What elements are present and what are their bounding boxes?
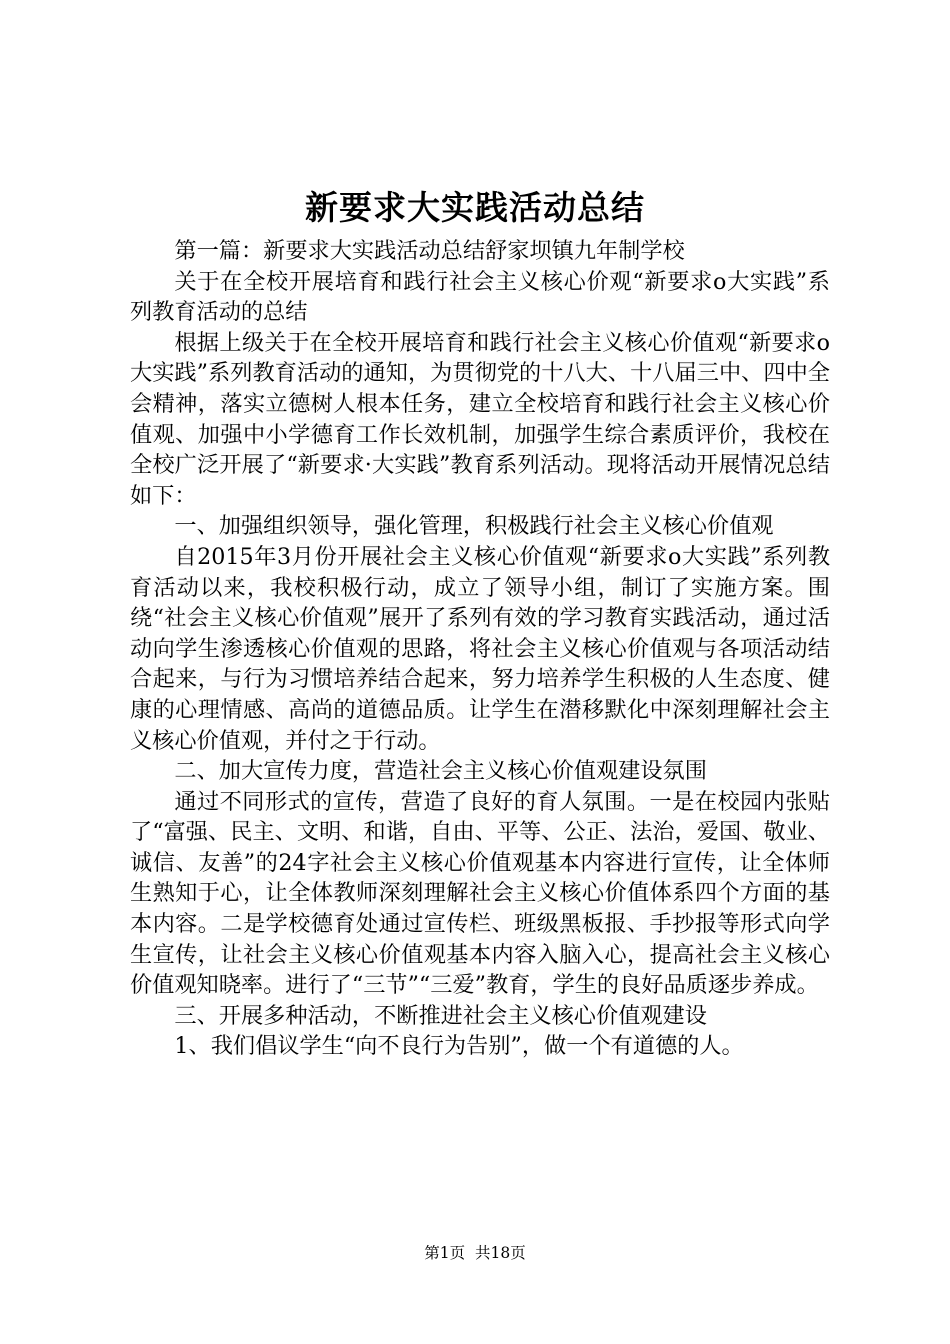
paragraph: 自2015年3月份开展社会主义核心价值观“新要求o大实践”系列教育活动以来，我校积极行动，成立了领导小组，制订了实施方案。围绕“社会主义核心价值观”展开了系列有效的学习教育实践活动，通过活动向学生渗透核心价值观的思路，将社会主义核心价值观与各项活动结合起来，与行为习惯培养结合起来，努力培养学生积极的人生态度、健康的心理情感、高尚的道德品质。让学生在潜移默化中深刻理解社会主义核心价值观，并付之于行动。 (130, 543, 830, 754)
page-footer (0, 1243, 950, 1263)
section-heading: 一、加强组织领导，强化管理，积极践行社会主义核心价值观 (174, 513, 774, 540)
page-number: 第1页 (424, 1244, 466, 1262)
paragraph: 1、我们倡议学生“向不良行为告别”，做一个有道德的人。 (174, 1033, 744, 1060)
document-body (130, 236, 830, 1062)
paragraph: 关于在全校开展培育和践行社会主义核心价观“新要求o大实践”系列教育活动的总结 (130, 268, 830, 326)
section-heading: 三、开展多种活动，不断推进社会主义核心价值观建设 (174, 1002, 707, 1029)
paragraph: 第一篇：新要求大实践活动总结舒家坝镇九年制学校 (174, 238, 685, 264)
paragraph: 根据上级关于在全校开展培育和践行社会主义核心价值观“新要求o大实践”系列教育活动的通知，为贯彻党的十八大、十八届三中、四中全会精神，落实立德树人根本任务，建立全校培育和践行社会主义核心价值观、加强中小学德育工作长效机制，加强学生综合素质评价，我校在全校广泛开展了“新要求·大实践”教育系列活动。现将活动开展情况总结如下： (130, 329, 830, 509)
section-heading: 二、加大宣传力度，营造社会主义核心价值观建设氛围 (174, 758, 707, 785)
paragraph: 通过不同形式的宣传，营造了良好的育人氛围。一是在校园内张贴了“富强、民主、文明、和谐，自由、平等、公正、法治，爱国、敬业、诚信、友善”的24字社会主义核心价值观基本内容进行宣传，让全体师生熟知于心，让全体教师深刻理解社会主义核心价值体系四个方面的基本内容。二是学校德育处通过宣传栏、班级黑板报、手抄报等形式向学生宣传，让社会主义核心价值观基本内容入脑入心，提高社会主义核心价值观知晓率。进行了“三节”“三爱”教育，学生的良好品质逐步养成。 (130, 788, 830, 999)
document-title: 新要求大实践活动总结 (305, 188, 645, 227)
page-total: 共18页 (475, 1244, 526, 1262)
